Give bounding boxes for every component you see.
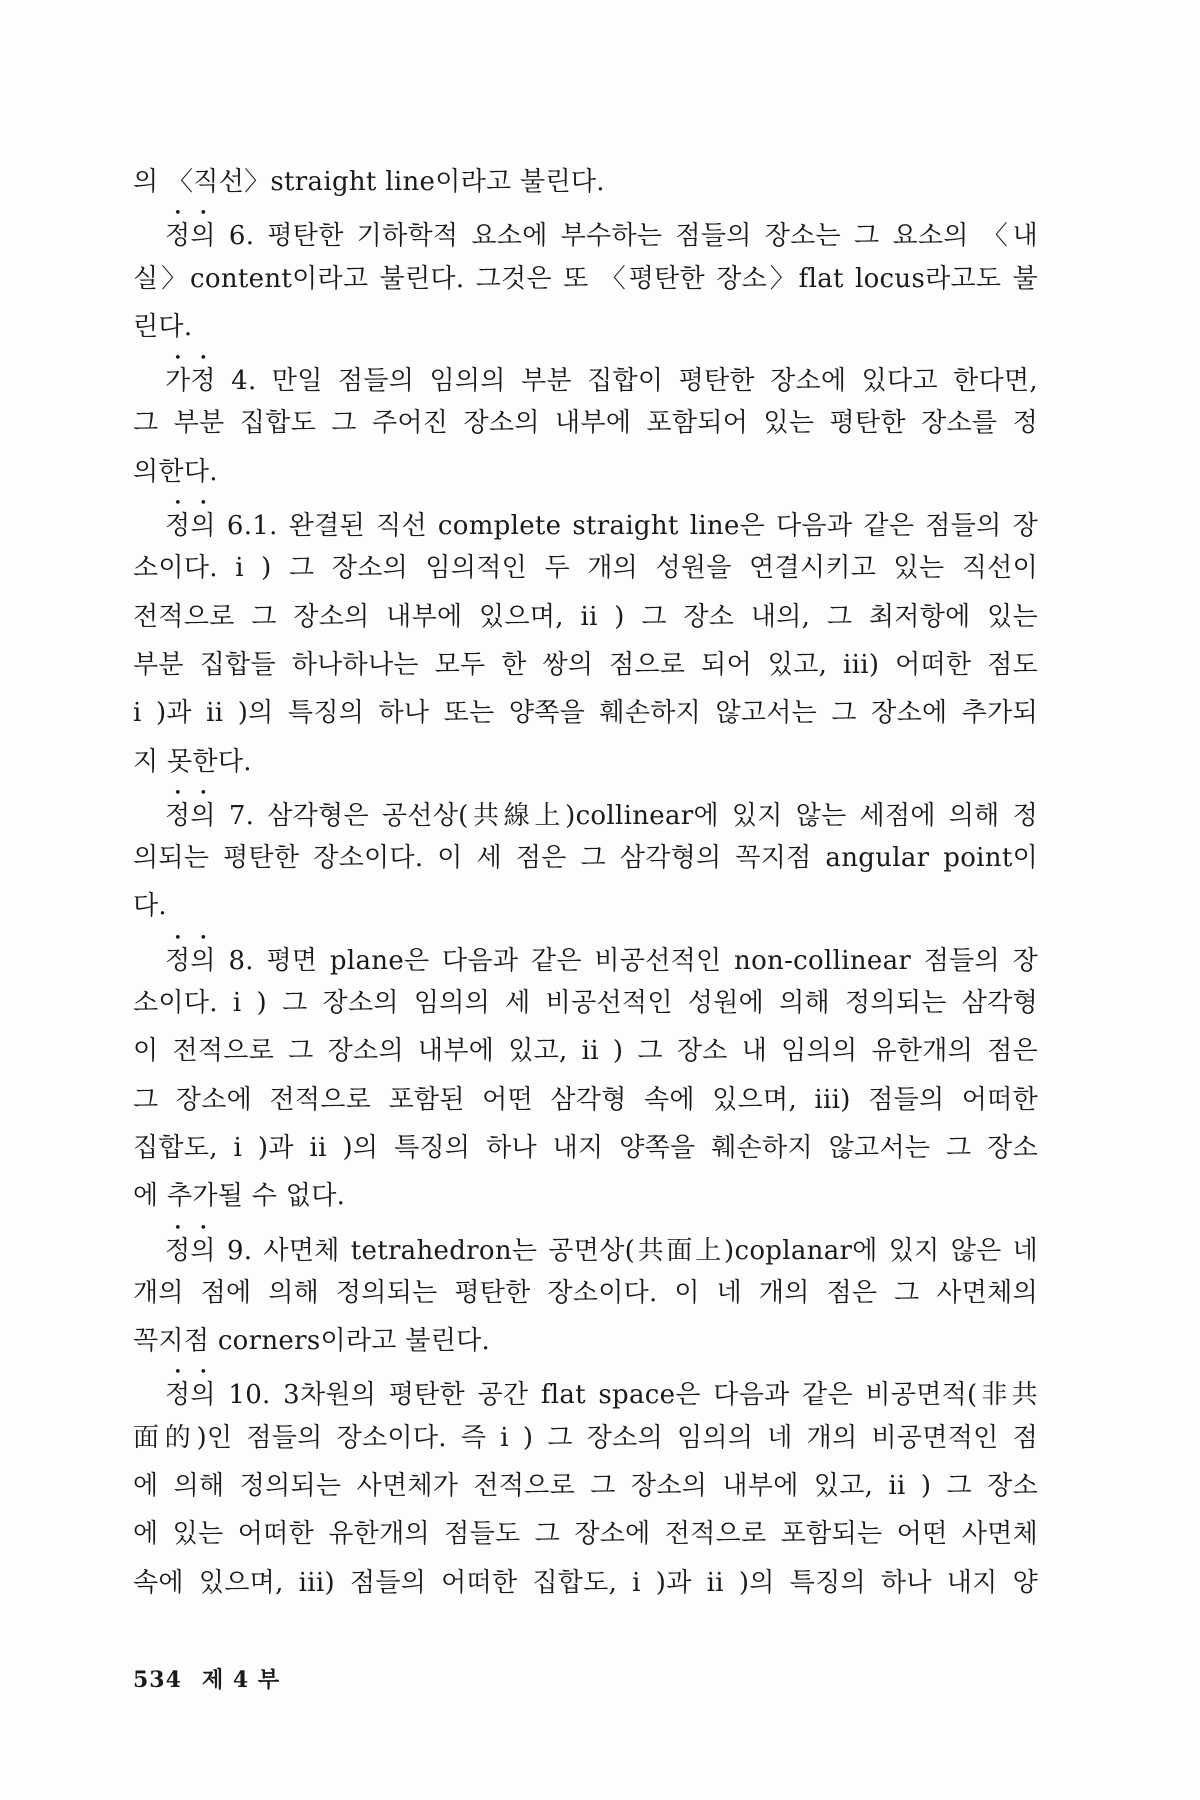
body-text <box>133 158 1038 1607</box>
text-line: 에 의해 정의되는 사면체가 전적으로 그 장소의 내부에 있고, ii ) 그 장소 <box>133 1471 1038 1502</box>
definition-9-line: 정의 9. 사면체 tetrahedron는 공면상(共面上)coplanar에 있지 않은 네 <box>165 1235 1038 1266</box>
page-number: 534 <box>133 1667 182 1693</box>
definition-heading: 정의 <box>165 1380 216 1411</box>
definition-10-line: 정의 10. 3차원의 평탄한 공간 flat space은 다음과 같은 비공면적(非共 <box>165 1380 1038 1411</box>
definition-6-line: 정의 6. 평탄한 기하학적 요소에 부수하는 점들의 장소는 그 요소의 〈내 <box>165 221 1038 252</box>
text-line: 실〉content이라고 불린다. 그것은 또 〈평탄한 장소〉flat locus라고도 불 <box>133 263 1038 294</box>
text-line: 속에 있으며, iii) 점들의 어떠한 집합도, i )과 ii )의 특징의 하나 내지 양 <box>133 1567 1038 1598</box>
definition-heading: 정의 <box>165 800 216 831</box>
text-line: 面的)인 점들의 장소이다. 즉 i ) 그 장소의 임의의 네 개의 비공면적인 점 <box>133 1422 1038 1453</box>
text-line: 의한다. <box>133 456 218 487</box>
text-line: 집합도, i )과 ii )의 특징의 하나 내지 양쪽을 훼손하지 않고서는 그 장소 <box>133 1132 1038 1163</box>
definition-heading: 정의 <box>165 945 216 976</box>
text-line: 에 있는 어떠한 유한개의 점들도 그 장소에 전적으로 포함되는 어떤 사면체 <box>133 1519 1038 1550</box>
text-line: 린다. <box>133 311 193 342</box>
definition-7-line: 정의 7. 삼각형은 공선상(共線上)collinear에 있지 않는 세점에 의해 정 <box>165 800 1038 831</box>
text-line: 부분 집합들 하나하나는 모두 한 쌍의 점으로 되어 있고, iii) 어떠한 점도 <box>133 649 1038 680</box>
text-line: 소이다. i ) 그 장소의 임의적인 두 개의 성원을 연결시키고 있는 직선이 <box>133 553 1038 584</box>
definition-8-line: 정의 8. 평면 plane은 다음과 같은 비공선적인 non-collinear 점들의 장 <box>165 945 1038 976</box>
text-line: i )과 ii )의 특징의 하나 또는 양쪽을 훼손하지 않고서는 그 장소에 추가되 <box>133 698 1038 729</box>
text-line: 소이다. i ) 그 장소의 임의의 세 비공선적인 성원에 의해 정의되는 삼각형 <box>133 988 1038 1019</box>
assumption-heading: 가정 <box>165 366 216 397</box>
text-line: 에 추가될 수 없다. <box>133 1181 346 1212</box>
text-line: 의되는 평탄한 장소이다. 이 세 점은 그 삼각형의 꼭지점 angular point이 <box>133 843 1038 874</box>
text-line: 의 〈직선〉straight line이라고 불린다. <box>133 167 605 197</box>
text-line: 그 부분 집합도 그 주어진 장소의 내부에 포함되어 있는 평탄한 장소를 정 <box>133 408 1038 439</box>
text-line: 전적으로 그 장소의 내부에 있으며, ii ) 그 장소 내의, 그 최저항에 있는 <box>133 601 1038 632</box>
definition-6-1-line: 정의 6.1. 완결된 직선 complete straight line은 다음과 같은 점들의 장 <box>165 511 1038 542</box>
text-line: 다. <box>133 891 167 922</box>
text-line: 개의 점에 의해 정의되는 평탄한 장소이다. 이 네 개의 점은 그 사면체의 <box>133 1277 1038 1308</box>
page-footer <box>133 1663 280 1694</box>
assumption-4-line: 가정 4. 만일 점들의 임의의 부분 집합이 평탄한 장소에 있다고 한다면, <box>165 366 1038 397</box>
definition-heading: 정의 <box>165 1235 216 1266</box>
text-line: 지 못한다. <box>133 746 252 777</box>
text-line: 그 장소에 전적으로 포함된 어떤 삼각형 속에 있으며, iii) 점들의 어떠한 <box>133 1084 1038 1115</box>
definition-heading: 정의 <box>165 511 216 542</box>
text-line: 꼭지점 corners이라고 불린다. <box>133 1326 491 1357</box>
part-label: 제 4 부 <box>201 1667 281 1693</box>
definition-heading: 정의 <box>165 221 216 252</box>
text-line: 이 전적으로 그 장소의 내부에 있고, ii ) 그 장소 내 임의의 유한개의 점은 <box>133 1036 1038 1067</box>
